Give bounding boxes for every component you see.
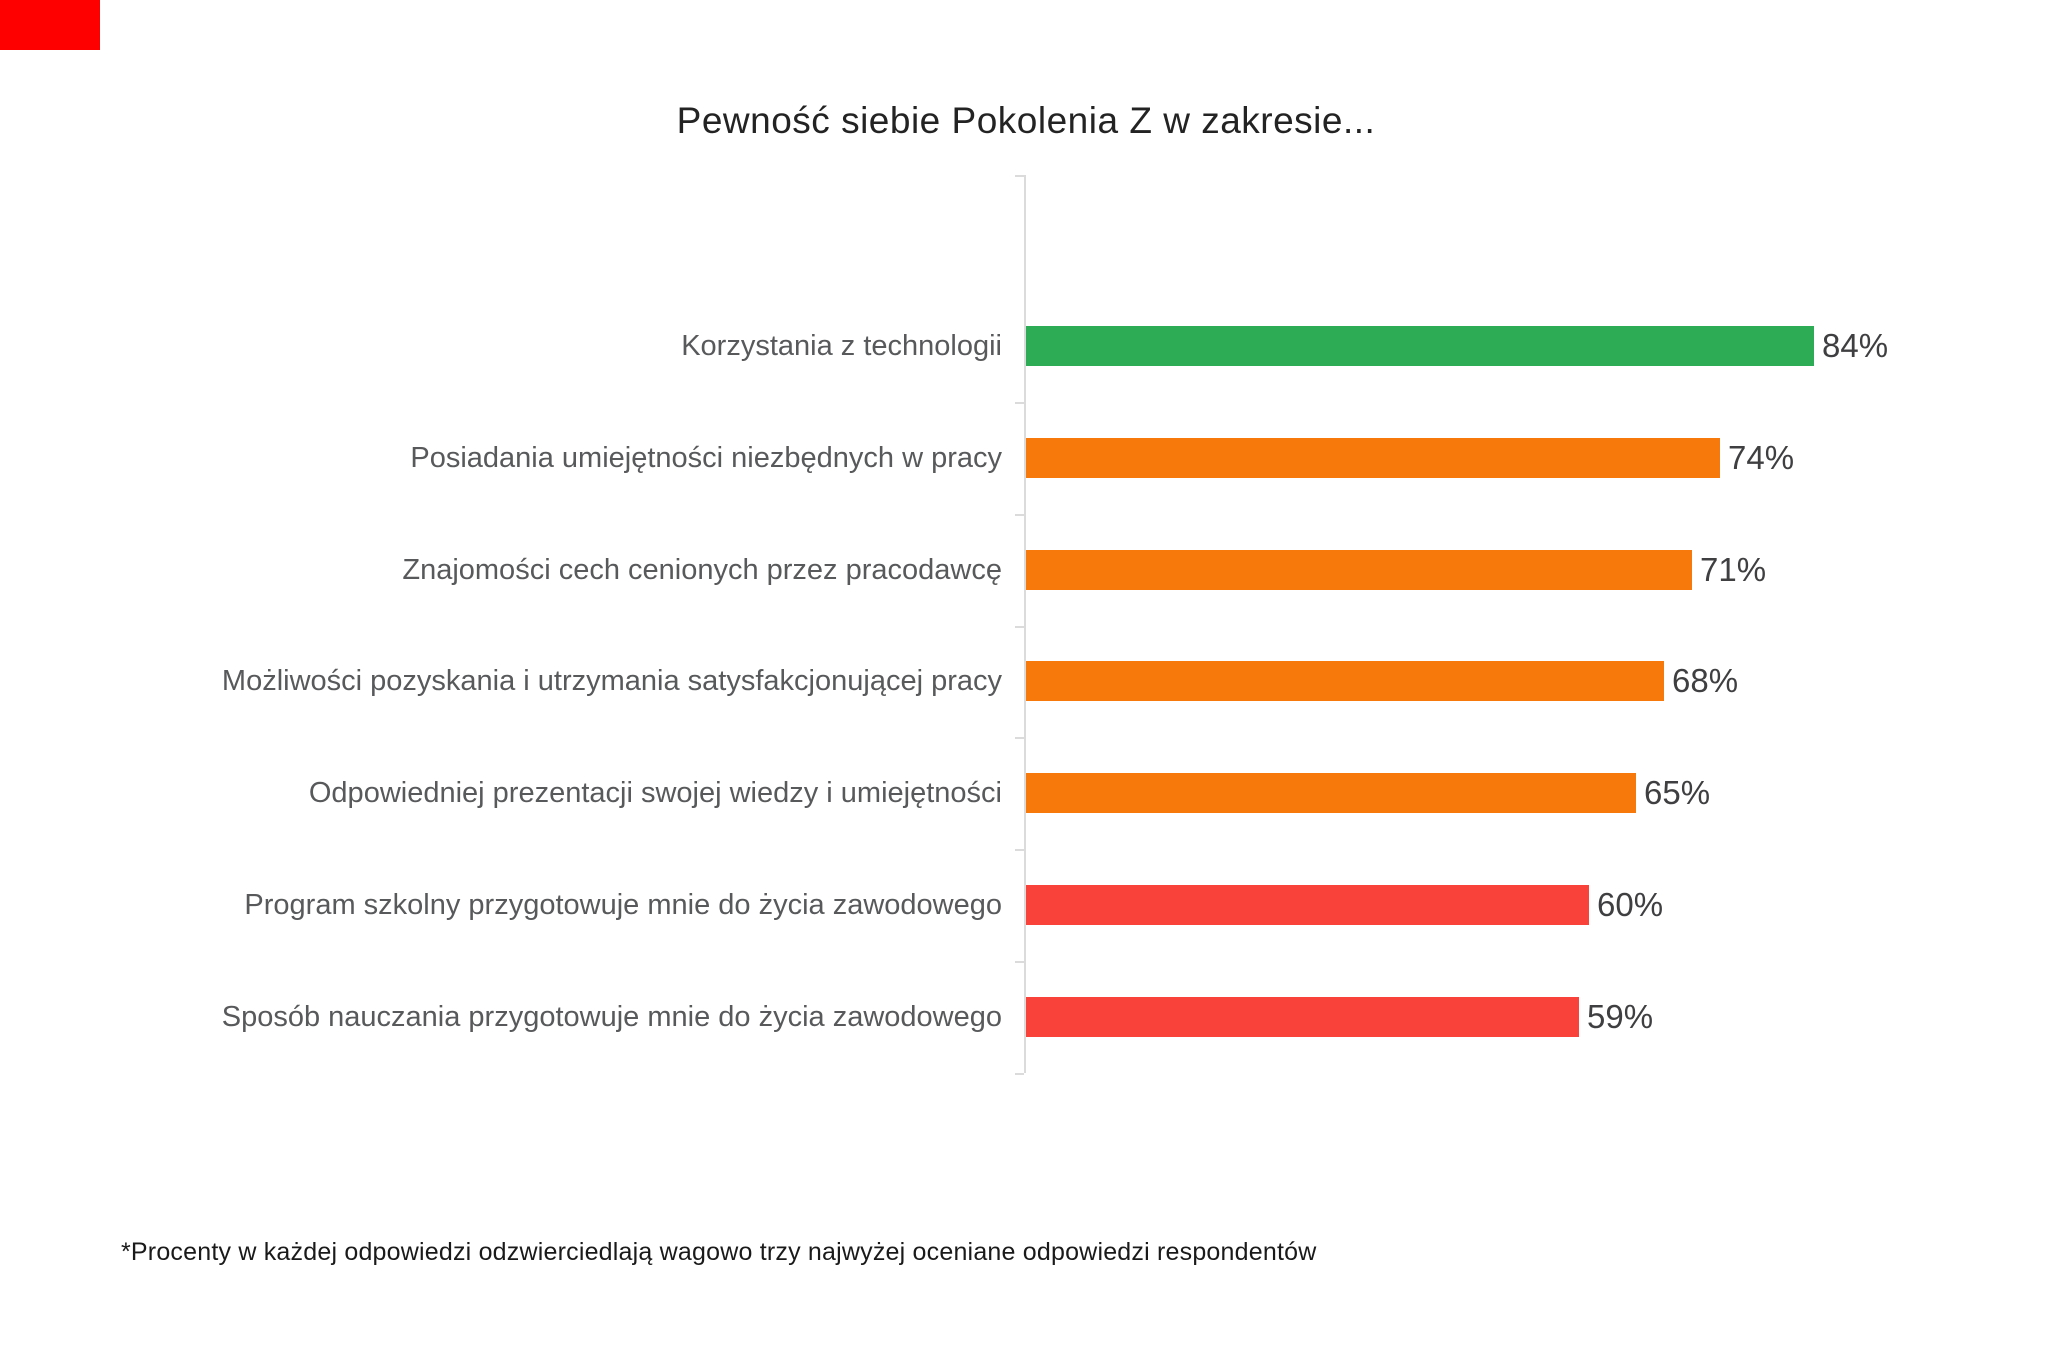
value-label: 68% (1672, 662, 1739, 699)
y-axis-line (1024, 175, 1026, 1073)
value-label: 71% (1700, 551, 1767, 588)
bar (1026, 885, 1589, 925)
axis-tick (1015, 849, 1024, 851)
bar (1026, 438, 1720, 478)
category-label: Możliwości pozyskania i utrzymania satysfakcjonującej pracy (221, 665, 1002, 697)
value-label: 65% (1644, 774, 1711, 811)
axis-tick (1015, 1073, 1024, 1075)
category-label: Znajomości cech cenionych przez pracodawcę (402, 554, 1002, 586)
axis-tick (1015, 626, 1024, 628)
bar (1026, 661, 1664, 701)
value-label: 84% (1822, 327, 1889, 364)
category-label: Posiadania umiejętności niezbędnych w pracy (410, 442, 1002, 474)
category-label: Program szkolny przygotowuje mnie do życia zawodowego (244, 889, 1002, 921)
axis-tick (1015, 737, 1024, 739)
axis-tick (1015, 961, 1024, 963)
axis-tick (1015, 402, 1024, 404)
axis-tick (1015, 175, 1024, 177)
bar (1026, 550, 1692, 590)
bar (1026, 326, 1814, 366)
chart-footnote: *Procenty w każdej odpowiedzi odzwierciedlają wagowo trzy najwyżej oceniane odpowiedzi respondentów (121, 1238, 1317, 1266)
bar (1026, 773, 1636, 813)
value-label: 60% (1597, 886, 1664, 923)
axis-tick (1015, 514, 1024, 516)
value-label: 59% (1587, 998, 1654, 1035)
category-label: Sposób nauczania przygotowuje mnie do życia zawodowego (221, 1001, 1002, 1033)
category-label: Korzystania z technologii (681, 330, 1002, 362)
chart-title: Pewność siebie Pokolenia Z w zakresie... (676, 100, 1376, 141)
bar (1026, 997, 1579, 1037)
value-label: 74% (1728, 439, 1795, 476)
category-label: Odpowiedniej prezentacji swojej wiedzy i umiejętności (308, 777, 1002, 809)
